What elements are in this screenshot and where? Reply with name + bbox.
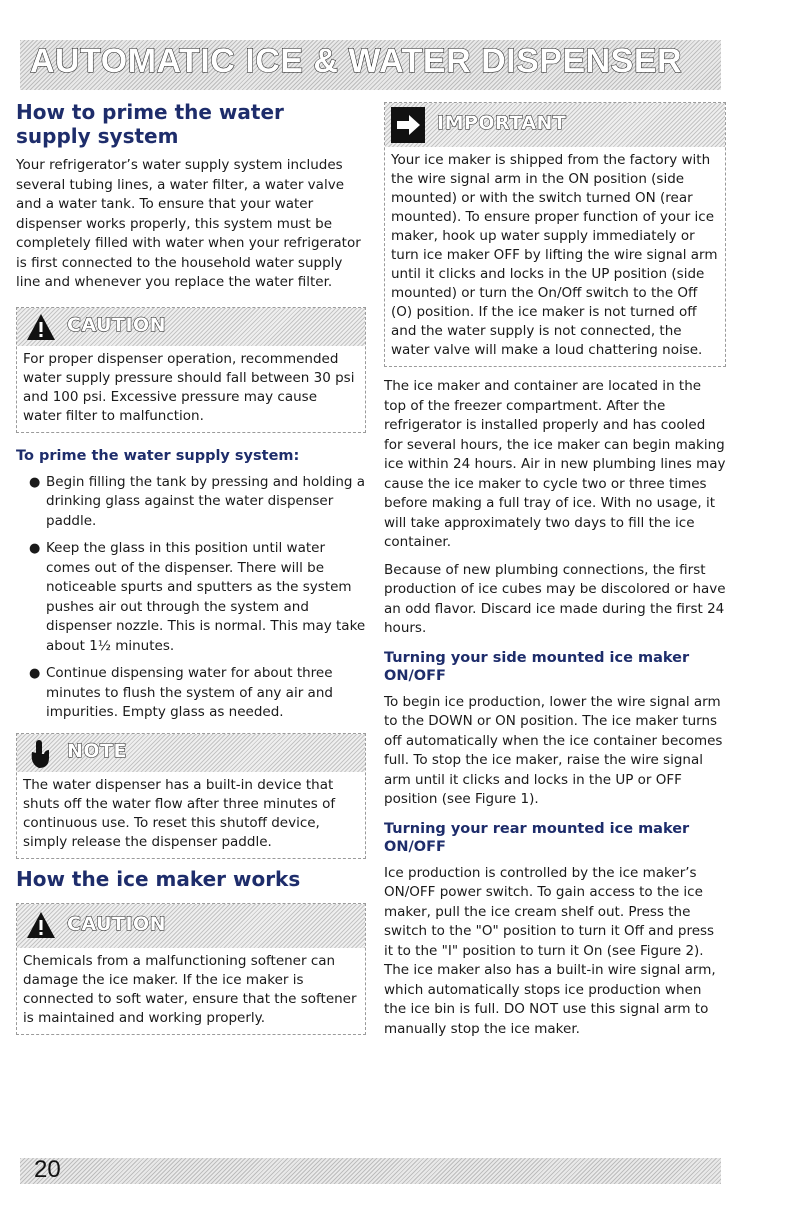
priming-steps-list — [16, 473, 371, 723]
important-arrow-icon — [391, 107, 425, 147]
note-hand-icon — [25, 738, 55, 774]
steps-heading: To prime the water supply system: — [16, 447, 300, 464]
bullet-icon: ● — [29, 666, 41, 681]
step-text: Continue dispensing water for about three minutes to flush the system of any air and impurities. Empty glass as needed. — [46, 665, 333, 720]
page-title: AUTOMATIC ICE & WATER DISPENSER — [30, 42, 683, 80]
list-item — [29, 539, 371, 656]
warning-triangle-icon — [25, 910, 57, 944]
ice-location-paragraph: The ice maker and container are located in the top of the freezer compartment. After the refrigerator is installed properly and has cooled for several hours, the ice maker can begin making ice within 24 hours. Air in new plumbing lines may cause the ice maker to cycle two or three times before making a full tray of ice. With no usage, it will take approximately two days to fill the ice container. — [384, 378, 726, 550]
rear-mounted-text: Ice production is controlled by the ice maker’s ON/OFF power switch. To gain access to the ice maker, pull the ice cream shelf out. Press the switch to the "O" position to turn it Off and press it to the "I" position to turn it On (see Figure 2). The ice maker also has a built-in wire signal arm, which automatically stops ice production when the ice bin is full. DO NOT use this signal arm to manually stop the ice maker. — [384, 864, 716, 1037]
caution-header — [17, 308, 365, 346]
caution-box-softener — [16, 903, 366, 1035]
important-text: Your ice maker is shipped from the factory with the wire signal arm in the ON position (side mounted) or with the switch turned ON (rear mounted). To ensure proper function of your ice maker, hook up water supply immediately or turn ice maker OFF by lifting the wire signal arm until it clicks and locks in the UP position (side mounted) or turn the On/Off switch to the Off (O) position. If the ice maker is not turned off and the water supply is not connected, the water valve will make a loud chattering noise. — [391, 152, 718, 358]
page-number: 20 — [34, 1156, 61, 1183]
list-item — [29, 664, 371, 723]
side-mounted-heading: Turning your side mounted ice maker ON/OFF — [384, 649, 690, 684]
step-text: Begin filling the tank by pressing and holding a drinking glass against the water dispenser paddle. — [46, 473, 366, 529]
important-header — [385, 103, 725, 147]
first-production-paragraph: Because of new plumbing connections, the first production of ice cubes may be discolored or have an odd flavor. Discard ice made during the first 24 hours. — [384, 561, 726, 636]
caution-title: CAUTION — [67, 912, 167, 935]
step-text: Keep the glass in this position until water comes out of the dispenser. There will be noticeable spurts and sputters as the system pushes air out through the system and dispenser nozzle. This is normal. This may take about 1½ minutes. — [46, 540, 366, 654]
important-title: IMPORTANT — [437, 112, 567, 134]
note-header — [17, 734, 365, 772]
side-mounted-text: To begin ice production, lower the wire signal arm to the DOWN or ON position. The ice maker turns off automatically when the ice container becomes full. To stop the ice maker, raise the wire signal arm until it clicks and locks in the UP or OFF position (see Figure 1). — [384, 693, 723, 807]
prime-heading: How to prime the water supply system — [16, 100, 284, 148]
important-box — [384, 102, 726, 367]
caution-box-pressure — [16, 307, 366, 433]
list-item — [29, 473, 371, 532]
ice-maker-heading: How the ice maker works — [16, 866, 301, 891]
note-title: NOTE — [67, 739, 127, 762]
rear-mounted-heading: Turning your rear mounted ice maker ON/OFF — [384, 820, 690, 855]
prime-intro: Your refrigerator’s water supply system includes several tubing lines, a water filter, a water valve and a water tank. To ensure that your water dispenser works properly, this system must be completely filled with water when your refrigerator is first connected to the household water supply line and whenever you replace the water filter. — [16, 157, 361, 290]
note-text: The water dispenser has a built-in device that shuts off the water flow after three minutes of continuous use. To reset this shutoff device, simply release the dispenser paddle. — [23, 776, 336, 850]
warning-triangle-icon — [25, 312, 57, 346]
page-footer — [20, 1158, 721, 1184]
bullet-icon: ● — [29, 541, 41, 556]
caution-text: Chemicals from a malfunctioning softener can damage the ice maker. If the ice maker is connected to soft water, ensure that the softener is maintained and working properly. — [23, 952, 357, 1026]
left-column — [16, 100, 371, 1035]
note-box — [16, 733, 366, 859]
caution-header — [17, 904, 365, 948]
page-banner — [20, 40, 721, 90]
caution-text: For proper dispenser operation, recommended water supply pressure should fall between 30 psi and 100 psi. Excessive pressure may cause water filter to malfunction. — [23, 350, 355, 424]
caution-title: CAUTION — [67, 313, 167, 336]
bullet-icon: ● — [29, 474, 41, 490]
right-column — [384, 102, 726, 1039]
